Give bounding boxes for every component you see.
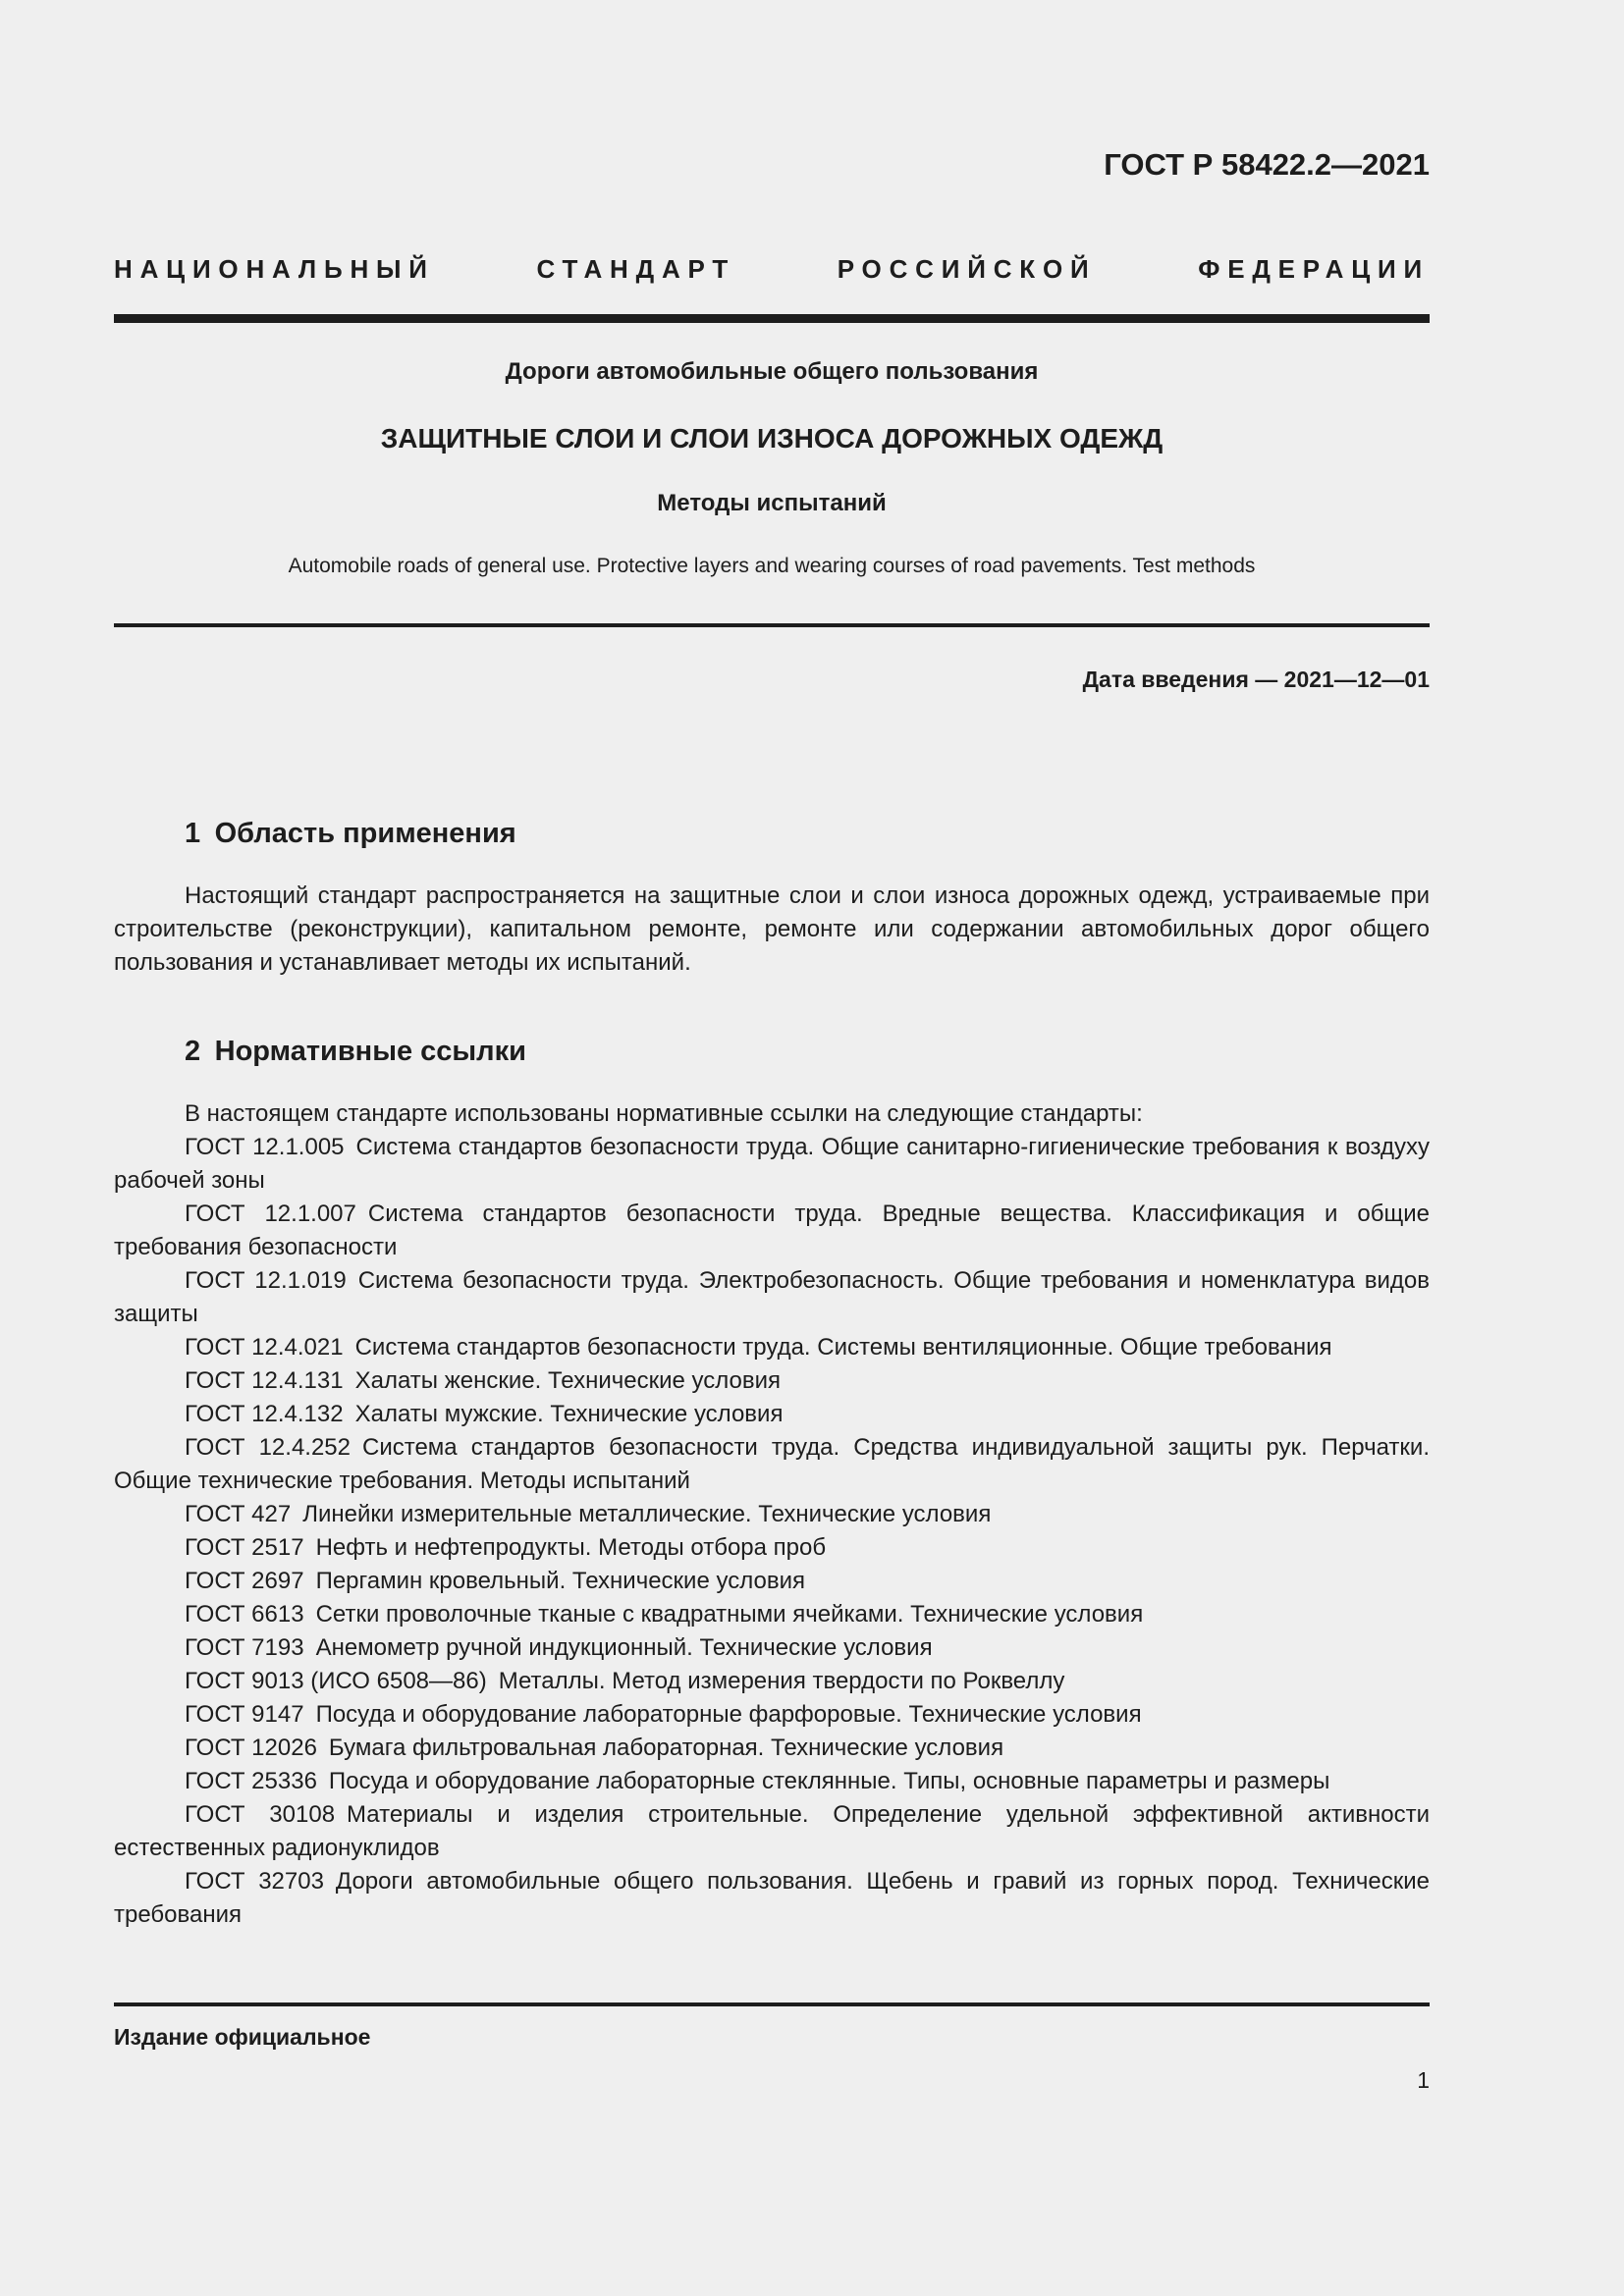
reference-item: ГОСТ 12.4.131 Халаты женские. Технические условия — [185, 1367, 782, 1394]
body-paragraph: В настоящем стандарте использованы нормативные ссылки на следующие стандарты: — [185, 1100, 1143, 1127]
document-body — [114, 817, 1430, 1932]
reference-item: ГОСТ 6613 Сетки проволочные тканые с квадратными ячейками. Технические условия — [185, 1601, 1144, 1628]
reference-item: ГОСТ 12026 Бумага фильтровальная лабораторная. Технические условия — [185, 1735, 1004, 1761]
section-heading: 2 Нормативные ссылки — [185, 1036, 526, 1067]
body-paragraph: Настоящий стандарт распространяется на защитные слои и слои износа дорожных одежд, устраиваемые при строительстве (реконструкции), капитальном ремонте, ремонте или содержании автомобильных дорог общего пользования и устанавливает методы их испытаний. — [114, 882, 1430, 976]
footer-divider — [114, 2002, 1430, 2006]
reference-item: ГОСТ 12.4.021 Система стандартов безопасности труда. Системы вентиляционные. Общие требования — [185, 1334, 1332, 1361]
reference-item: ГОСТ 12.1.005 Система стандартов безопасности труда. Общие санитарно-гигиенические требования к воздуху рабочей зоны — [114, 1134, 1430, 1194]
section-heading: 1 Область применения — [185, 818, 516, 849]
reference-item: ГОСТ 12.4.252 Система стандартов безопасности труда. Средства индивидуальной защиты рук. Перчатки. Общие технические требования. Методы испытаний — [114, 1434, 1430, 1494]
title-subtitle: Методы испытаний — [657, 490, 887, 516]
reference-item: ГОСТ 2697 Пергамин кровельный. Технические условия — [185, 1568, 805, 1594]
title-english: Automobile roads of general use. Protective layers and wearing courses of road pavements. Test methods — [288, 555, 1256, 577]
reference-item: ГОСТ 9013 (ИСО 6508—86) Металлы. Метод измерения твердости по Роквеллу — [185, 1668, 1065, 1694]
doc-code: ГОСТ Р 58422.2—2021 — [1104, 147, 1430, 182]
title-main: ЗАЩИТНЫЕ СЛОИ И СЛОИ ИЗНОСА ДОРОЖНЫХ ОДЕЖД — [380, 423, 1164, 454]
divider-thin — [114, 623, 1430, 627]
page-number: 1 — [1417, 2067, 1430, 2093]
effective-date: Дата введения — 2021—12—01 — [1082, 667, 1430, 692]
reference-item: ГОСТ 32703 Дороги автомобильные общего пользования. Щебень и гравий из горных пород. Технические требования — [114, 1868, 1430, 1928]
divider-thick — [114, 314, 1430, 323]
reference-item: ГОСТ 30108 Материалы и изделия строительные. Определение удельной эффективной активности естественных радионуклидов — [114, 1801, 1430, 1861]
reference-item: ГОСТ 7193 Анемометр ручной индукционный. Технические условия — [185, 1634, 933, 1661]
title-group: Дороги автомобильные общего пользования — [505, 358, 1039, 385]
reference-item: ГОСТ 9147 Посуда и оборудование лабораторные фарфоровые. Технические условия — [185, 1701, 1142, 1728]
reference-item: ГОСТ 25336 Посуда и оборудование лабораторные стеклянные. Типы, основные параметры и размеры — [185, 1768, 1330, 1794]
standard-type-heading: НАЦИОНАЛЬНЫЙ СТАНДАРТ РОССИЙСКОЙ ФЕДЕРАЦИИ — [114, 254, 1430, 284]
reference-item: ГОСТ 2517 Нефть и нефтепродукты. Методы отбора проб — [185, 1534, 827, 1561]
page-content — [114, 147, 1430, 1932]
reference-item: ГОСТ 12.1.019 Система безопасности труда. Электробезопасность. Общие требования и номенклатура видов защиты — [114, 1267, 1430, 1327]
reference-item: ГОСТ 12.4.132 Халаты мужские. Технические условия — [185, 1401, 784, 1427]
reference-item: ГОСТ 427 Линейки измерительные металлические. Технические условия — [185, 1501, 992, 1527]
official-edition-note: Издание официальное — [114, 2024, 371, 2050]
reference-item: ГОСТ 12.1.007 Система стандартов безопасности труда. Вредные вещества. Классификация и общие требования безопасности — [114, 1201, 1430, 1260]
